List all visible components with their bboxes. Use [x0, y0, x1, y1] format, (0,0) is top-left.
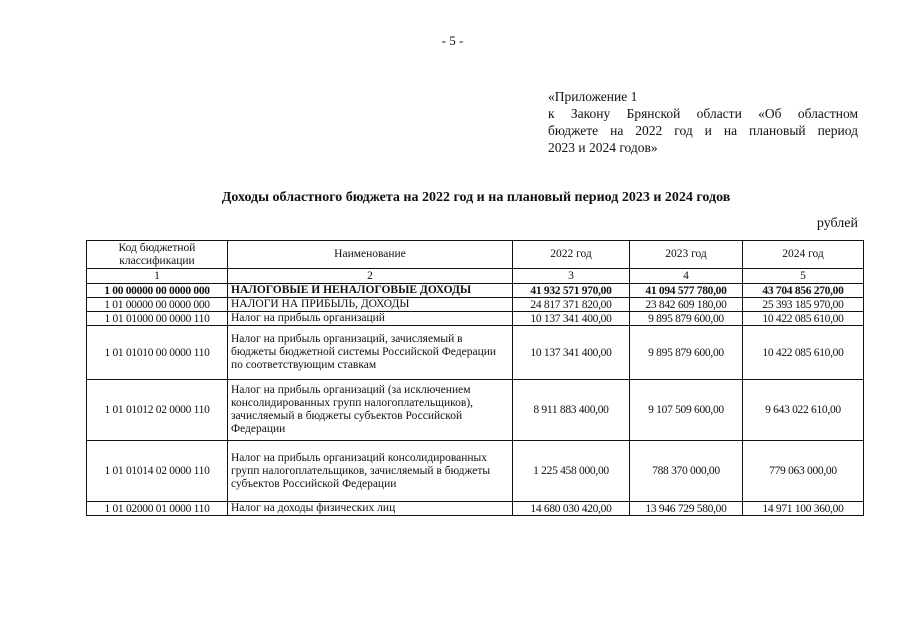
table-row: [87, 502, 864, 516]
row-name: Налог на прибыль организаций: [228, 312, 513, 326]
appendix-note: [548, 88, 858, 156]
table-row: [87, 298, 864, 312]
document-title: Доходы областного бюджета на 2022 год и на плановый период 2023 и 2024 годов: [221, 190, 731, 205]
row-name: НАЛОГИ НА ПРИБЫЛЬ, ДОХОДЫ: [228, 298, 513, 312]
row-name: Налог на прибыль организаций консолидированных групп налогоплательщиков, зачисляемый в бюджеты субъектов Российской Федерации: [228, 441, 513, 502]
row-code: 1 01 01000 00 0000 110: [87, 312, 228, 326]
column-number-row: [87, 269, 864, 284]
table-row: [87, 441, 864, 502]
income-table: [86, 240, 864, 516]
row-name: НАЛОГОВЫЕ И НЕНАЛОГОВЫЕ ДОХОДЫ: [228, 284, 513, 298]
header-2022: 2022 год: [513, 241, 630, 269]
appendix-line-1: «Приложение 1: [548, 89, 638, 104]
row-amount-2023: 9 895 879 600,00: [630, 312, 743, 326]
header-code: Код бюджетной классификации: [87, 241, 228, 269]
column-number: 4: [630, 269, 743, 284]
row-code: 1 01 01014 02 0000 110: [87, 441, 228, 502]
row-amount-2023: 9 895 879 600,00: [630, 326, 743, 380]
appendix-line-3: бюджете на 2022 год и на плановый период: [548, 123, 858, 138]
units-label: рублей: [816, 216, 858, 231]
page-number: - 5 -: [441, 33, 464, 48]
row-amount-2024: 10 422 085 610,00: [743, 326, 864, 380]
row-amount-2022: 8 911 883 400,00: [513, 380, 630, 441]
appendix-line-2: к Закону Брянской области «Об областном: [548, 106, 858, 121]
row-amount-2023: 13 946 729 580,00: [630, 502, 743, 516]
row-code: 1 00 00000 00 0000 000: [87, 284, 228, 298]
row-code: 1 01 01010 00 0000 110: [87, 326, 228, 380]
row-amount-2024: 779 063 000,00: [743, 441, 864, 502]
row-amount-2022: 10 137 341 400,00: [513, 312, 630, 326]
row-amount-2024: 25 393 185 970,00: [743, 298, 864, 312]
row-code: 1 01 02000 01 0000 110: [87, 502, 228, 516]
row-amount-2022: 14 680 030 420,00: [513, 502, 630, 516]
header-2024: 2024 год: [743, 241, 864, 269]
row-name: Налог на прибыль организаций, зачисляемый в бюджеты бюджетной системы Российской Федерации по соответствующим ставкам: [228, 326, 513, 380]
row-amount-2024: 14 971 100 360,00: [743, 502, 864, 516]
row-amount-2023: 9 107 509 600,00: [630, 380, 743, 441]
header-2023: 2023 год: [630, 241, 743, 269]
row-amount-2024: 43 704 856 270,00: [743, 284, 864, 298]
row-amount-2022: 24 817 371 820,00: [513, 298, 630, 312]
row-amount-2023: 788 370 000,00: [630, 441, 743, 502]
table-row: [87, 312, 864, 326]
row-amount-2023: 23 842 609 180,00: [630, 298, 743, 312]
column-number: 1: [87, 269, 228, 284]
row-amount-2024: 9 643 022 610,00: [743, 380, 864, 441]
row-amount-2022: 1 225 458 000,00: [513, 441, 630, 502]
header-name: Наименование: [228, 241, 513, 269]
row-amount-2022: 41 932 571 970,00: [513, 284, 630, 298]
table-row: [87, 380, 864, 441]
row-name: Налог на доходы физических лиц: [228, 502, 513, 516]
column-number: 5: [743, 269, 864, 284]
table-row: [87, 326, 864, 380]
appendix-line-4: 2023 и 2024 годов»: [548, 140, 658, 155]
column-number: 3: [513, 269, 630, 284]
table-row: [87, 284, 864, 298]
row-amount-2022: 10 137 341 400,00: [513, 326, 630, 380]
row-name: Налог на прибыль организаций (за исключением консолидированных групп налогоплательщиков), зачисляемый в бюджеты субъектов Российской Федерации: [228, 380, 513, 441]
row-amount-2024: 10 422 085 610,00: [743, 312, 864, 326]
column-number: 2: [228, 269, 513, 284]
table-header-row: [87, 241, 864, 269]
row-amount-2023: 41 094 577 780,00: [630, 284, 743, 298]
row-code: 1 01 01012 02 0000 110: [87, 380, 228, 441]
row-code: 1 01 00000 00 0000 000: [87, 298, 228, 312]
